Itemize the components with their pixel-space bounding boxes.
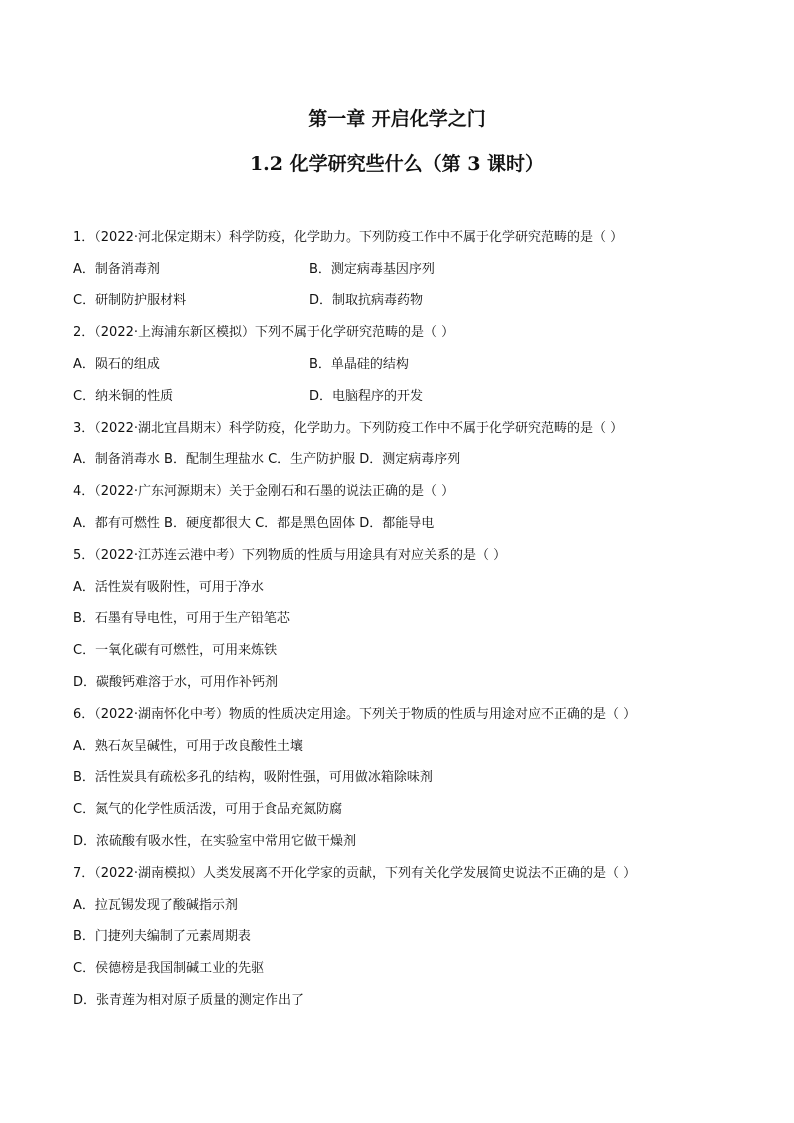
question-4-stem: 4．（2022·广东河源期末）关于金刚石和石墨的说法正确的是（ ） [73, 484, 455, 499]
question-1-option-d: D．制取抗病毒药物 [309, 293, 424, 308]
question-1-option-a: A．制备消毒剂 [73, 262, 160, 277]
question-6-option-d: D．浓硫酸有吸水性，在实验室中常用它做干燥剂 [73, 834, 357, 849]
question-2-stem: 2．（2022·上海浦东新区模拟）下列不属于化学研究范畴的是（ ） [73, 325, 455, 340]
question-3-options: A．制备消毒水 B．配制生理盐水 C．生产防护服 D．测定病毒序列 [73, 452, 461, 467]
question-7-option-c: C．侯德榜是我国制碱工业的先驱 [73, 961, 265, 976]
question-5-option-c: C．一氧化碳有可燃性，可用来炼铁 [73, 643, 278, 658]
question-5-option-b: B．石墨有导电性，可用于生产铅笔芯 [73, 611, 290, 626]
question-5-stem: 5．（2022·江苏连云港中考）下列物质的性质与用途具有对应关系的是（ ） [73, 548, 507, 563]
question-6-stem: 6．（2022·湖南怀化中考）物质的性质决定用途。下列关于物质的性质与用途对应不正确的是（ ） [73, 707, 637, 722]
question-6-option-a: A．熟石灰呈碱性，可用于改良酸性土壤 [73, 739, 303, 754]
question-4-options: A．都有可燃性 B．硬度都很大 C．都是黑色固体 D．都能导电 [73, 516, 435, 531]
question-2-option-a: A．陨石的组成 [73, 357, 160, 372]
question-7-option-a: A．拉瓦锡发现了酸碱指示剂 [73, 898, 238, 913]
question-6-option-b: B．活性炭具有疏松多孔的结构，吸附性强，可用做冰箱除味剂 [73, 770, 433, 785]
lesson-title: 1.2 化学研究些什么（第 3 课时） [249, 153, 545, 175]
question-7-option-d: D．张青莲为相对原子质量的测定作出了 [73, 993, 305, 1008]
question-1-option-b: B．测定病毒基因序列 [309, 262, 435, 277]
question-3-stem: 3．（2022·湖北宜昌期末）科学防疫，化学助力。下列防疫工作中不属于化学研究范畴的是（ ） [73, 421, 624, 436]
question-6-option-c: C．氮气的化学性质活泼，可用于食品充氮防腐 [73, 802, 343, 817]
question-2-option-d: D．电脑程序的开发 [309, 389, 424, 404]
chapter-title: 第一章 开启化学之门 [308, 108, 486, 130]
question-1-option-c: C．研制防护服材料 [73, 293, 187, 308]
question-7-stem: 7．（2022·湖南模拟）人类发展离不开化学家的贡献，下列有关化学发展简史说法不正确的是（ ） [73, 866, 637, 881]
question-7-option-b: B．门捷列夫编制了元素周期表 [73, 929, 251, 944]
question-2-option-c: C．纳米铜的性质 [73, 389, 174, 404]
question-5-option-a: A．活性炭有吸附性，可用于净水 [73, 580, 264, 595]
question-1-stem: 1．（2022·河北保定期末）科学防疫，化学助力。下列防疫工作中不属于化学研究范畴的是（ ） [73, 230, 624, 245]
question-5-option-d: D．碳酸钙难溶于水，可用作补钙剂 [73, 675, 279, 690]
question-2-option-b: B．单晶硅的结构 [309, 357, 409, 372]
